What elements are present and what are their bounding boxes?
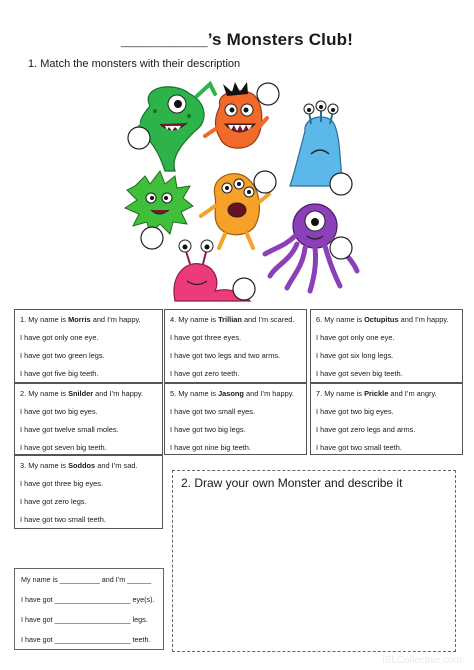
monster-name: Soddos (68, 461, 96, 470)
description-box-1 (14, 309, 163, 383)
description-heading: 5. My name is Jasong and I’m happy. (170, 389, 294, 398)
watermark: iSLCollective.com (382, 655, 462, 666)
description-line: I have got two small eyes. (170, 407, 256, 416)
description-line: I have got five big teeth. (20, 369, 99, 378)
monster-name: Jasong (218, 389, 244, 398)
your-monster-description-box (14, 568, 164, 650)
answer-circle[interactable] (330, 173, 352, 195)
task-2-instruction: 2. Draw your own Monster and describe it (181, 476, 403, 490)
description-box-6 (310, 309, 463, 383)
monster-name: Trillian (218, 315, 242, 324)
description-line: I have got two big eyes. (20, 407, 98, 416)
green-monster (133, 84, 215, 171)
description-line: I have got seven big teeth. (20, 443, 107, 452)
description-heading: 3. My name is Soddos and I’m sad. (20, 461, 138, 470)
description-line: I have got twelve small moles. (20, 425, 119, 434)
description-line: I have got three big eyes. (20, 479, 103, 488)
monster-name: Octupitus (364, 315, 399, 324)
description-line: I have got three eyes. (170, 333, 242, 342)
description-box-3 (14, 455, 163, 529)
answer-circle[interactable] (254, 171, 276, 193)
answer-circle[interactable] (141, 227, 163, 249)
monster-illustration (115, 76, 360, 306)
description-box-2 (14, 383, 163, 455)
description-heading: 4. My name is Trillian and I’m scared. (170, 315, 295, 324)
description-line: I have got nine big teeth. (170, 443, 251, 452)
blue-monster (290, 101, 343, 186)
description-line: I have got only one eye. (316, 333, 395, 342)
answer-circle[interactable] (233, 278, 255, 300)
description-line: I have got zero legs and arms. (316, 425, 416, 434)
description-line: I have got two big legs. (170, 425, 246, 434)
answer-circle[interactable] (257, 83, 279, 105)
task-1-instruction: 1. Match the monsters with their description (28, 58, 241, 70)
fill-in-line[interactable]: I have got ___________________ legs. (21, 615, 148, 624)
fill-in-line[interactable]: My name is __________ and I’m ______ (21, 575, 152, 584)
answer-circle[interactable] (128, 127, 150, 149)
description-line: I have got six long legs. (316, 351, 394, 360)
description-line: I have got two small teeth. (316, 443, 402, 452)
description-line: I have got two green legs. (20, 351, 105, 360)
description-line: I have got two legs and two arms. (170, 351, 281, 360)
fill-in-line[interactable]: I have got ___________________ eye(s). (21, 595, 155, 604)
answer-circle[interactable] (330, 237, 352, 259)
description-box-4 (164, 309, 307, 383)
fill-in-line[interactable]: I have got ___________________ teeth. (21, 635, 151, 644)
description-heading: 1. My name is Morris and I’m happy. (20, 315, 141, 324)
description-heading: 6. My name is Octupitus and I’m happy. (316, 315, 449, 324)
description-box-7 (310, 383, 463, 455)
spiky-green-monster (125, 171, 193, 234)
description-box-5 (164, 383, 307, 455)
monster-name: Snilder (68, 389, 94, 398)
description-heading: 2. My name is Snilder and I’m happy. (20, 389, 144, 398)
description-heading: 7. My name is Prickle and I’m angry. (316, 389, 437, 398)
description-line: I have got seven big teeth. (316, 369, 403, 378)
description-line: I have got zero teeth. (170, 369, 240, 378)
description-line: I have got zero legs. (20, 497, 87, 506)
description-line: I have got two big eyes. (316, 407, 394, 416)
description-line: I have got only one eye. (20, 333, 99, 342)
monster-name: Prickle (364, 389, 389, 398)
drawing-area[interactable] (172, 470, 456, 652)
monster-name: Morris (68, 315, 91, 324)
description-line: I have got two small teeth. (20, 515, 106, 524)
worksheet-title: _________’s Monsters Club! (120, 30, 354, 49)
